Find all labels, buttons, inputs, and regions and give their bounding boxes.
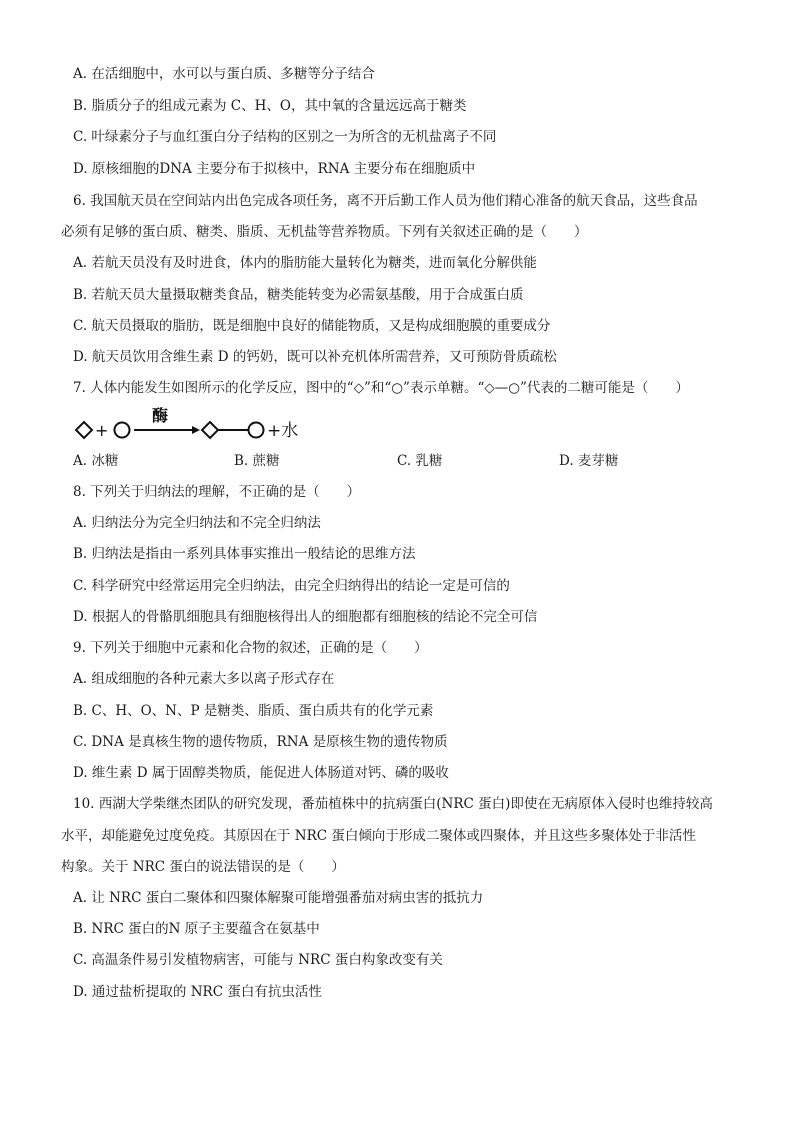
q10-option-b: B. NRC 蛋白的N 原子主要蕴含在氨基中 xyxy=(73,921,320,937)
q10-stem-line2: 水平，却能避免过度免疫。其原因在于 NRC 蛋白倾向于形成二聚体或四聚体，并且这些多聚体处于非活性 xyxy=(61,828,696,844)
q10-option-d: D. 通过盐析提取的 NRC 蛋白有抗虫活性 xyxy=(73,984,322,1000)
reaction-diagram xyxy=(74,405,314,445)
q7-option-a: A. 冰糖 xyxy=(73,453,119,469)
q7-option-b: B. 蔗糖 xyxy=(234,453,280,469)
enzyme-label: 酶 xyxy=(152,406,169,425)
q7-option-d: D. 麦芽糖 xyxy=(559,453,619,469)
q8-option-a: A. 归纳法分为完全归纳法和不完全归纳法 xyxy=(73,515,321,531)
q6-option-d: D. 航天员饮用含维生素 D 的钙奶，既可以补充机体所需营养，又可预防骨质疏松 xyxy=(73,349,557,365)
q10-stem-line1: 10. 西湖大学柴继杰团队的研究发现，番茄植株中的抗病蛋白(NRC 蛋白)即使在无病原体入侵时也维持较高 xyxy=(73,796,713,812)
q8-stem: 8. 下列关于归纳法的理解，不正确的是（ ） xyxy=(73,484,361,500)
q10-stem-line3: 构象。关于 NRC 蛋白的说法错误的是（ ） xyxy=(61,859,345,875)
q5-option-b: B. 脂质分子的组成元素为 C、H、O，其中氧的含量远远高于糖类 xyxy=(73,98,467,114)
disaccharide-circle-icon xyxy=(249,423,264,438)
q9-option-c: C. DNA 是真核生物的遗传物质，RNA 是原核生物的遗传物质 xyxy=(73,734,448,750)
q9-stem: 9. 下列关于细胞中元素和化合物的叙述，正确的是（ ） xyxy=(73,640,428,656)
q6-option-b: B. 若航天员大量摄取糖类食品，糖类能转变为必需氨基酸，用于合成蛋白质 xyxy=(73,287,524,303)
q9-option-a: A. 组成细胞的各种元素大多以离子形式存在 xyxy=(73,671,335,687)
q6-option-c: C. 航天员摄取的脂肪，既是细胞中良好的储能物质，又是构成细胞膜的重要成分 xyxy=(73,318,551,334)
q9-option-d: D. 维生素 D 属于固醇类物质，能促进人体肠道对钙、磷的吸收 xyxy=(73,765,449,781)
q8-option-c: C. 科学研究中经常运用完全归纳法，由完全归纳得出的结论一定是可信的 xyxy=(73,578,510,594)
q7-option-c: C. 乳糖 xyxy=(397,453,443,469)
circle-monosaccharide-icon xyxy=(115,423,130,438)
disaccharide-diamond-icon xyxy=(202,422,218,438)
q8-option-d: D. 根据人的骨骼肌细胞具有细胞核得出人的细胞都有细胞核的结论不完全可信 xyxy=(73,609,538,625)
q6-stem-line2: 必须有足够的蛋白质、糖类、脂质、无机盐等营养物质。下列有关叙述正确的是（ ） xyxy=(61,224,588,240)
q10-option-c: C. 高温条件易引发植物病害，可能与 NRC 蛋白构象改变有关 xyxy=(73,952,443,968)
q5-option-a: A. 在活细胞中，水可以与蛋白质、多糖等分子结合 xyxy=(73,66,375,82)
plus-sign: + xyxy=(95,421,109,440)
q8-option-b: B. 归纳法是指由一系列具体事实推出一般结论的思维方法 xyxy=(73,546,416,562)
q6-option-a: A. 若航天员没有及时进食，体内的脂肪能大量转化为糖类，进而氧化分解供能 xyxy=(73,255,537,271)
q10-option-a: A. 让 NRC 蛋白二聚体和四聚体解聚可能增强番茄对病虫害的抵抗力 xyxy=(73,890,484,906)
q7-options-row xyxy=(73,451,733,471)
arrow-head-icon xyxy=(192,426,200,434)
q5-option-c: C. 叶绿素分子与血红蛋白分子结构的区别之一为所含的无机盐离子不同 xyxy=(73,129,497,145)
q9-option-b: B. C、H、O、N、P 是糖类、脂质、蛋白质共有的化学元素 xyxy=(73,703,434,719)
diamond-monosaccharide-icon xyxy=(76,422,92,438)
q6-stem-line1: 6. 我国航天员在空间站内出色完成各项任务，离不开后勤工作人员为他们精心准备的航天食品，这些食品 xyxy=(73,193,698,209)
q5-option-d: D. 原核细胞的DNA 主要分布于拟核中，RNA 主要分布在细胞质中 xyxy=(73,161,476,177)
plus-water-label: +水 xyxy=(267,421,299,441)
q7-stem: 7. 人体内能发生如图所示的化学反应，图中的“◇”和“○”表示单糖。“◇—○”代表的二糖可能是（ ） xyxy=(73,380,689,396)
